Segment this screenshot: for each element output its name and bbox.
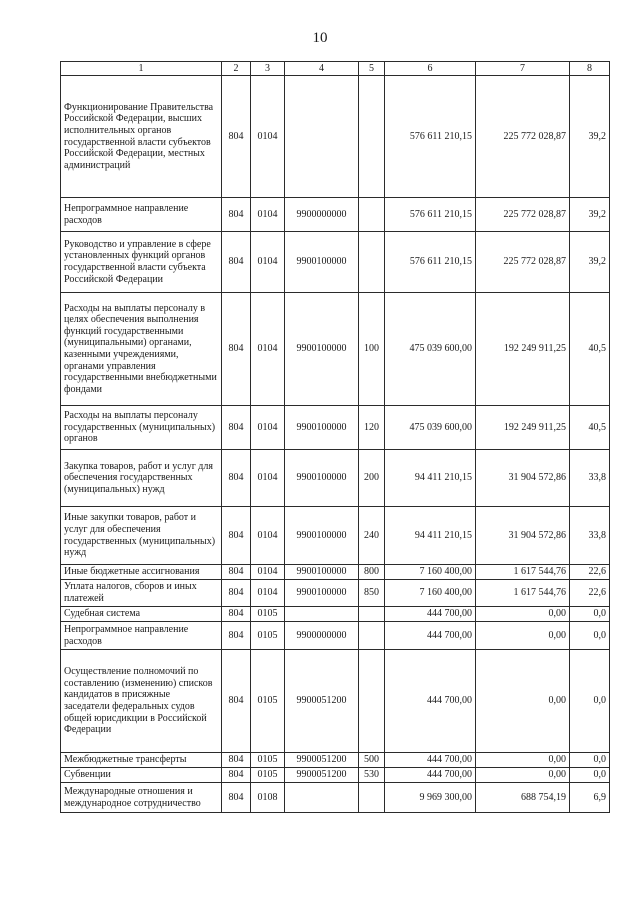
expense-type (359, 650, 385, 753)
execution-percent: 22,6 (570, 580, 610, 607)
section-code: 0104 (251, 293, 285, 406)
target-article: 9900100000 (285, 450, 359, 507)
expense-type: 800 (359, 565, 385, 580)
row-description: Судебная система (61, 607, 222, 622)
executed-amount: 1 617 544,76 (476, 565, 570, 580)
section-code: 0104 (251, 450, 285, 507)
ministry-code: 804 (222, 450, 251, 507)
table-row (61, 406, 610, 450)
executed-amount: 688 754,19 (476, 783, 570, 813)
executed-amount: 0,00 (476, 607, 570, 622)
expense-type (359, 783, 385, 813)
row-description: Иные бюджетные ассигнования (61, 565, 222, 580)
execution-percent: 39,2 (570, 232, 610, 293)
expense-type: 500 (359, 753, 385, 768)
page-number: 10 (312, 30, 328, 46)
target-article: 9900100000 (285, 406, 359, 450)
column-header: 5 (359, 62, 385, 76)
table-row (61, 293, 610, 406)
row-description: Руководство и управление в сфере установленных функций органов государственной власти субъекта Российской Федерации (61, 232, 222, 293)
expense-type: 120 (359, 406, 385, 450)
table-row (61, 198, 610, 232)
planned-amount: 444 700,00 (385, 753, 476, 768)
section-code: 0104 (251, 507, 285, 565)
section-code: 0104 (251, 76, 285, 198)
table-row (61, 580, 610, 607)
row-description: Закупка товаров, работ и услуг для обеспечения государственных (муниципальных) нужд (61, 450, 222, 507)
row-description: Непрограммное направление расходов (61, 622, 222, 650)
row-description: Уплата налогов, сборов и иных платежей (61, 580, 222, 607)
target-article: 9900100000 (285, 507, 359, 565)
execution-percent: 0,0 (570, 768, 610, 783)
target-article: 9900000000 (285, 622, 359, 650)
ministry-code: 804 (222, 406, 251, 450)
ministry-code: 804 (222, 753, 251, 768)
planned-amount: 576 611 210,15 (385, 76, 476, 198)
executed-amount: 0,00 (476, 650, 570, 753)
planned-amount: 444 700,00 (385, 768, 476, 783)
row-description: Расходы на выплаты персоналу в целях обеспечения выполнения функций государственными (муниципальными) органами, казенными учреждениями, органами управления государственными внебюджетными фондами (61, 293, 222, 406)
table-row (61, 232, 610, 293)
planned-amount: 475 039 600,00 (385, 293, 476, 406)
execution-percent: 0,0 (570, 622, 610, 650)
execution-percent: 40,5 (570, 293, 610, 406)
planned-amount: 576 611 210,15 (385, 232, 476, 293)
row-description: Международные отношения и международное сотрудничество (61, 783, 222, 813)
executed-amount: 192 249 911,25 (476, 406, 570, 450)
section-code: 0104 (251, 580, 285, 607)
expense-type: 240 (359, 507, 385, 565)
execution-percent: 39,2 (570, 76, 610, 198)
ministry-code: 804 (222, 76, 251, 198)
target-article: 9900051200 (285, 753, 359, 768)
ministry-code: 804 (222, 507, 251, 565)
section-code: 0105 (251, 607, 285, 622)
section-code: 0105 (251, 753, 285, 768)
row-description: Непрограммное направление расходов (61, 198, 222, 232)
column-header: 6 (385, 62, 476, 76)
section-code: 0105 (251, 650, 285, 753)
target-article: 9900100000 (285, 293, 359, 406)
table-row (61, 450, 610, 507)
expense-type (359, 198, 385, 232)
expense-type: 530 (359, 768, 385, 783)
table-row (61, 783, 610, 813)
row-description: Функционирование Правительства Российской Федерации, высших исполнительных органов государственной власти субъектов Российской Федерации, местных администраций (61, 76, 222, 198)
planned-amount: 576 611 210,15 (385, 198, 476, 232)
execution-percent: 33,8 (570, 450, 610, 507)
target-article: 9900100000 (285, 580, 359, 607)
ministry-code: 804 (222, 622, 251, 650)
row-description: Расходы на выплаты персоналу государственных (муниципальных) органов (61, 406, 222, 450)
column-header: 3 (251, 62, 285, 76)
expense-type: 200 (359, 450, 385, 507)
table-row (61, 565, 610, 580)
column-header: 1 (61, 62, 222, 76)
table-row (61, 507, 610, 565)
executed-amount: 31 904 572,86 (476, 507, 570, 565)
ministry-code: 804 (222, 580, 251, 607)
row-description: Субвенции (61, 768, 222, 783)
column-header: 8 (570, 62, 610, 76)
expense-type: 100 (359, 293, 385, 406)
execution-percent: 39,2 (570, 198, 610, 232)
ministry-code: 804 (222, 232, 251, 293)
executed-amount: 1 617 544,76 (476, 580, 570, 607)
row-description: Осуществление полномочий по составлению (изменению) списков кандидатов в присяжные заседатели федеральных судов общей юрисдикции в Российской Федерации (61, 650, 222, 753)
ministry-code: 804 (222, 198, 251, 232)
target-article (285, 76, 359, 198)
execution-percent: 22,6 (570, 565, 610, 580)
executed-amount: 225 772 028,87 (476, 232, 570, 293)
row-description: Иные закупки товаров, работ и услуг для обеспечения государственных (муниципальных) нужд (61, 507, 222, 565)
ministry-code: 804 (222, 768, 251, 783)
expense-type: 850 (359, 580, 385, 607)
section-code: 0105 (251, 622, 285, 650)
execution-percent: 0,0 (570, 650, 610, 753)
section-code: 0104 (251, 406, 285, 450)
ministry-code: 804 (222, 565, 251, 580)
column-header: 2 (222, 62, 251, 76)
expense-type (359, 76, 385, 198)
executed-amount: 0,00 (476, 768, 570, 783)
table-row (61, 622, 610, 650)
expense-type (359, 607, 385, 622)
target-article (285, 607, 359, 622)
section-code: 0104 (251, 198, 285, 232)
execution-percent: 6,9 (570, 783, 610, 813)
table-row (61, 650, 610, 753)
table-row (61, 753, 610, 768)
target-article: 9900051200 (285, 768, 359, 783)
column-header: 4 (285, 62, 359, 76)
table-row (61, 76, 610, 198)
table-row (61, 607, 610, 622)
ministry-code: 804 (222, 607, 251, 622)
planned-amount: 7 160 400,00 (385, 580, 476, 607)
target-article: 9900000000 (285, 198, 359, 232)
column-number-row (61, 62, 610, 76)
planned-amount: 444 700,00 (385, 607, 476, 622)
executed-amount: 31 904 572,86 (476, 450, 570, 507)
target-article: 9900051200 (285, 650, 359, 753)
execution-percent: 33,8 (570, 507, 610, 565)
expense-type (359, 622, 385, 650)
planned-amount: 94 411 210,15 (385, 507, 476, 565)
executed-amount: 225 772 028,87 (476, 198, 570, 232)
executed-amount: 225 772 028,87 (476, 76, 570, 198)
execution-percent: 0,0 (570, 607, 610, 622)
planned-amount: 444 700,00 (385, 650, 476, 753)
executed-amount: 0,00 (476, 622, 570, 650)
ministry-code: 804 (222, 650, 251, 753)
section-code: 0104 (251, 232, 285, 293)
section-code: 0104 (251, 565, 285, 580)
ministry-code: 804 (222, 293, 251, 406)
execution-percent: 40,5 (570, 406, 610, 450)
planned-amount: 94 411 210,15 (385, 450, 476, 507)
planned-amount: 475 039 600,00 (385, 406, 476, 450)
executed-amount: 192 249 911,25 (476, 293, 570, 406)
target-article (285, 783, 359, 813)
ministry-code: 804 (222, 783, 251, 813)
execution-percent: 0,0 (570, 753, 610, 768)
column-header: 7 (476, 62, 570, 76)
expense-type (359, 232, 385, 293)
executed-amount: 0,00 (476, 753, 570, 768)
row-description: Межбюджетные трансферты (61, 753, 222, 768)
budget-table (60, 61, 610, 813)
planned-amount: 444 700,00 (385, 622, 476, 650)
section-code: 0105 (251, 768, 285, 783)
section-code: 0108 (251, 783, 285, 813)
planned-amount: 9 969 300,00 (385, 783, 476, 813)
target-article: 9900100000 (285, 565, 359, 580)
table-row (61, 768, 610, 783)
target-article: 9900100000 (285, 232, 359, 293)
planned-amount: 7 160 400,00 (385, 565, 476, 580)
